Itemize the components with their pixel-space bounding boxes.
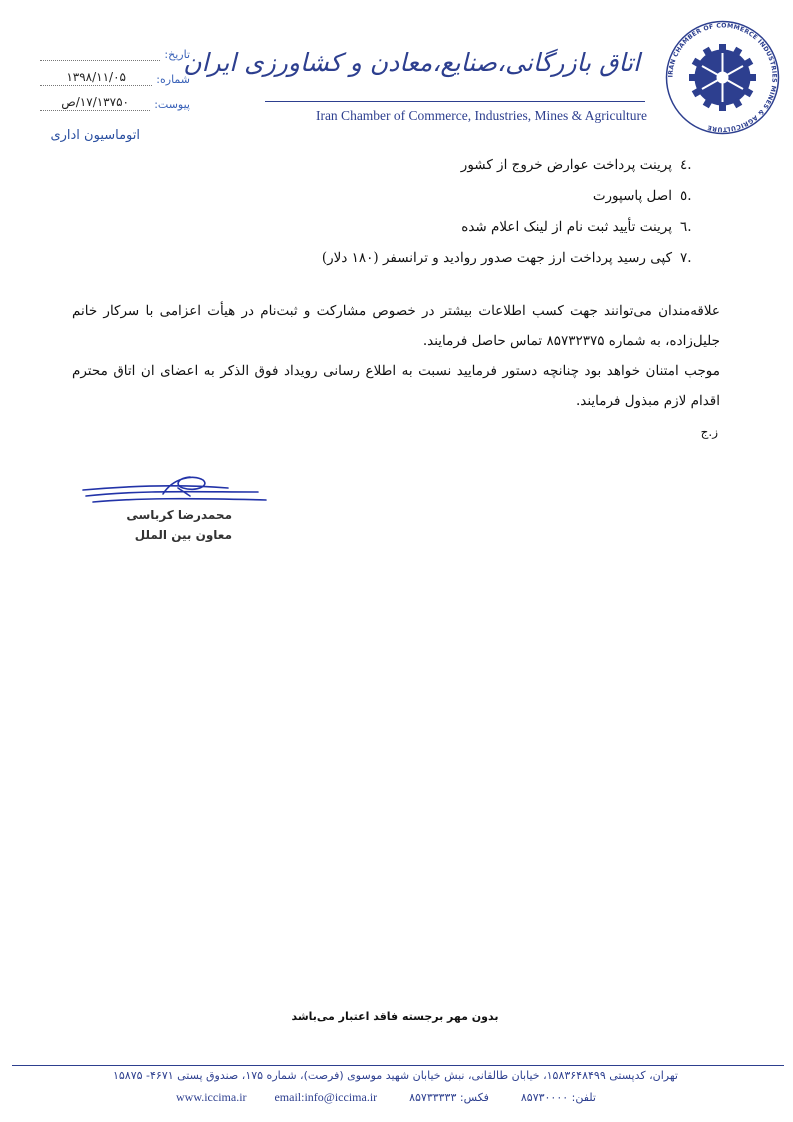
footer-contact — [176, 1090, 596, 1105]
date-value — [40, 59, 160, 61]
list-item — [228, 212, 698, 243]
list-item-text: پرینت پرداخت عوارض خروج از کشور — [460, 157, 672, 173]
tel-value: ۸۵۷۳۰۰۰۰ — [520, 1091, 569, 1104]
org-name-fa: اتاق بازرگانی،صنایع،معادن و کشاورزی ایران — [183, 48, 640, 77]
date-row — [40, 36, 190, 61]
typist-initials: ز.ج — [700, 425, 718, 439]
list-item-number: .٧ — [680, 250, 692, 266]
chamber-logo-icon — [665, 20, 780, 135]
paragraph-text: علاقه‌مندان می‌توانند جهت کسب اطلاعات بیشتر در خصوص مشارکت و ثبت‌نام در هیأت اعزامی با سرکار خانم جلیل‌زاده، به شماره ۸۵۷۳۲۳۷۵ تماس حاصل فرمایند. — [72, 303, 720, 349]
list-item-text: کپی رسید پرداخت ارز جهت صدور روادید و ترانسفر (۱۸۰ دلار) — [321, 250, 672, 266]
footer-address: تهران، کدپستی ۱۵۸۳۶۴۸۴۹۹، خیابان طالقانی، نبش خیابان شهید موسوی (فرصت)، شماره ۱۷۵، صندوق پستی ۴۶۷۱- ۱۵۸۷۵ — [112, 1069, 678, 1082]
date-label: تاریخ: — [164, 48, 190, 61]
list-item — [228, 243, 698, 274]
number-value: ۱۳۹۸/۱۱/۰۵ — [40, 70, 152, 86]
list-item — [228, 150, 698, 181]
list-item-text: اصل پاسپورت — [592, 188, 672, 204]
fax-label: فکس: — [459, 1091, 489, 1104]
number-label: شماره: — [156, 73, 190, 86]
list-item — [228, 181, 698, 212]
org-name-en: Iran Chamber of Commerce, Industries, Mines & Agriculture — [315, 108, 647, 123]
number-row — [40, 61, 190, 86]
footer-tel — [517, 1091, 596, 1104]
attachment-label: پیوست: — [154, 98, 190, 111]
contact-paragraph — [72, 296, 720, 356]
title-divider — [265, 101, 645, 102]
list-item-text: پرینت تأیید ثبت نام از لینک اعلام شده — [461, 219, 672, 235]
footer-email[interactable]: email:info@iccima.ir — [274, 1090, 378, 1104]
logo-ring-text: IRAN CHAMBER OF COMMERCE INDUSTRIES MINES & AGRICULTURE — [667, 22, 778, 133]
letter-meta — [40, 36, 190, 111]
footer-website[interactable]: www.iccima.ir — [176, 1090, 247, 1104]
stamp-validity-note: بدون مهر برجسته فاقد اعتبار می‌باشد — [291, 1010, 499, 1023]
fax-value: ۸۵۷۳۳۳۳۳ — [409, 1091, 457, 1104]
tel-label: تلفن: — [571, 1091, 596, 1104]
department-label: اتوماسیون اداری — [50, 128, 140, 143]
requirements-list — [228, 150, 698, 274]
list-item-number: .٦ — [680, 219, 692, 235]
attachment-row — [40, 86, 190, 111]
attachment-value: ۱۷/۱۳۷۵۰/ص — [40, 95, 150, 111]
list-item-number: .٤ — [680, 157, 692, 173]
request-paragraph — [72, 356, 720, 416]
paragraph-text: موجب امتنان خواهد بود چنانچه دستور فرمایید نسبت به اطلاع رسانی رویداد فوق الذکر به اعضای ان اتاق محترم اقدام لازم مبذول فرمایند. — [72, 363, 720, 409]
footer-fax — [405, 1091, 489, 1104]
list-item-number: .٥ — [680, 188, 692, 204]
signatory-title: معاون بین الملل — [134, 528, 232, 542]
signatory-name: محمدرضا کرباسی — [126, 508, 232, 522]
footer-divider — [12, 1065, 784, 1066]
